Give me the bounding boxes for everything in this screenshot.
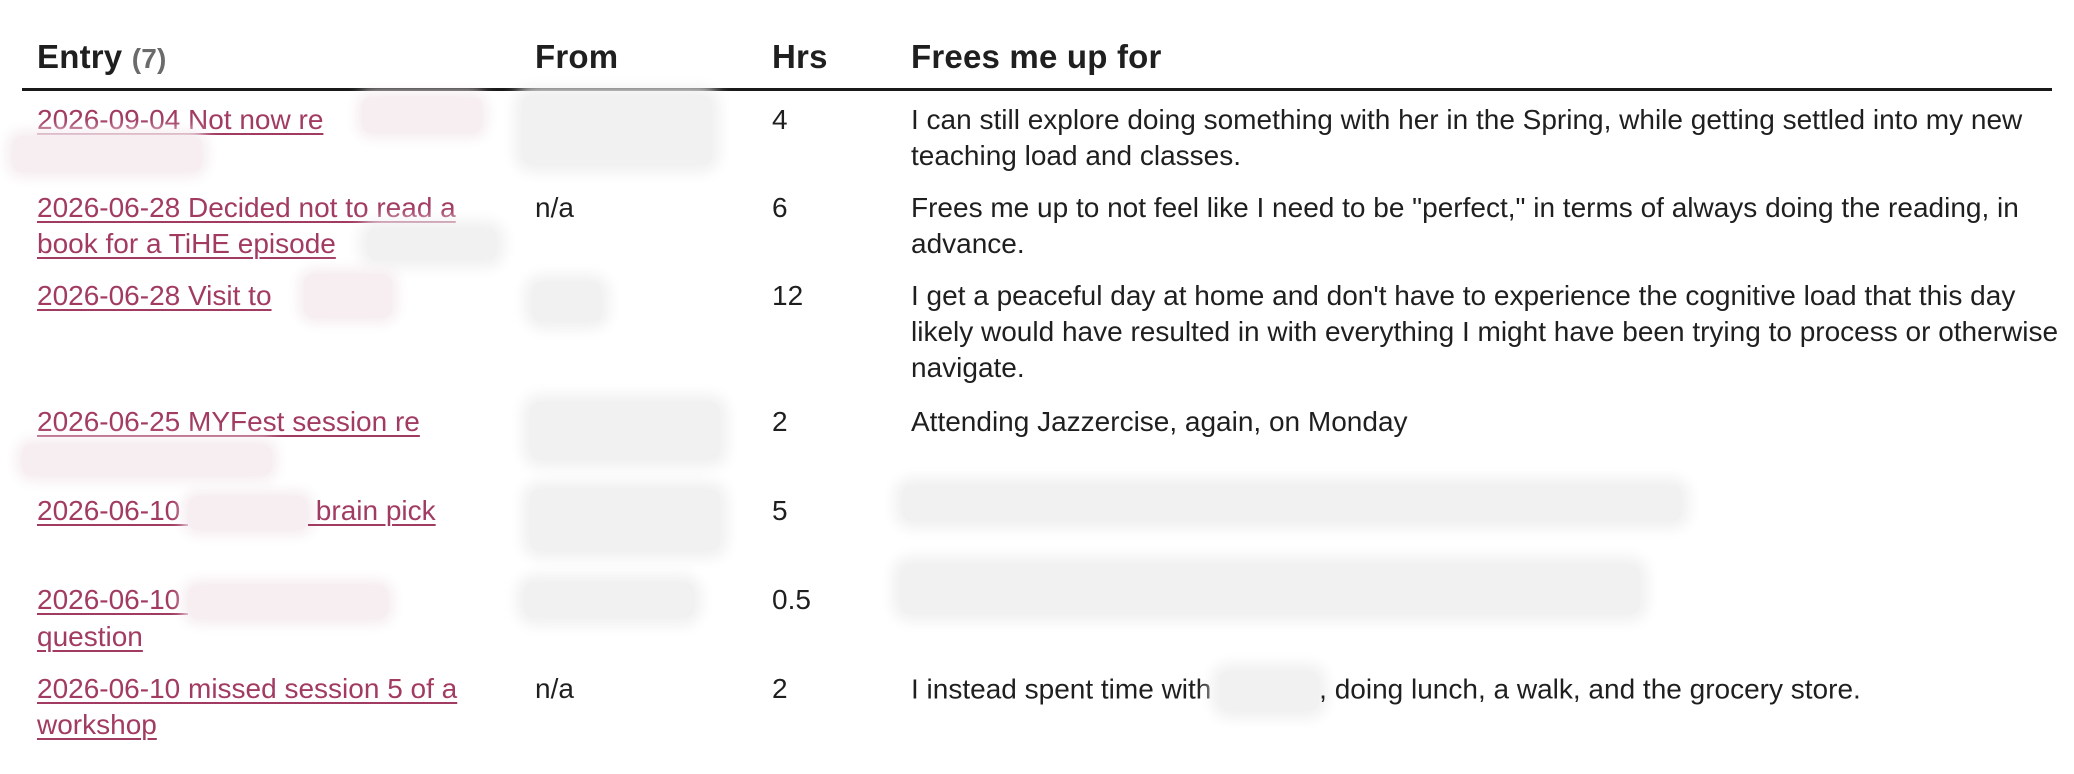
table-header <box>22 0 2052 91</box>
entry-cell <box>37 278 517 314</box>
entry-link[interactable]: 2026-06-10 missed session 5 of a workshop <box>37 673 458 740</box>
table-row <box>22 574 2052 663</box>
hrs-cell: 2 <box>772 406 788 437</box>
hrs-cell: 0.5 <box>772 584 811 615</box>
redacted-text <box>188 496 308 530</box>
redacted-text <box>362 97 482 133</box>
entry-cell <box>37 582 517 655</box>
entry-cell <box>37 404 517 440</box>
entry-link[interactable]: 2026-06-25 MYFest session re <box>37 406 420 437</box>
entry-link[interactable] <box>37 584 388 652</box>
entry-link-prefix: 2026-06-10 <box>37 495 189 526</box>
column-header-entry <box>37 38 167 76</box>
redacted-text <box>22 444 272 476</box>
column-header-hrs: Hrs <box>772 38 828 75</box>
table-row <box>22 396 2052 485</box>
table-row <box>22 91 2052 181</box>
table-row <box>22 181 2052 270</box>
table-row <box>22 663 2052 753</box>
entry-link[interactable] <box>37 495 436 526</box>
redacted-from <box>530 402 720 460</box>
frees-prefix: I instead spent time with <box>911 673 1220 705</box>
frees-suffix: , doing lunch, a walk, and the grocery store. <box>1319 673 1861 705</box>
redacted-text <box>12 136 202 172</box>
table-row <box>22 485 2052 574</box>
entry-cell <box>37 671 517 743</box>
entry-link[interactable]: 2026-06-28 Decided not to read a book for a TiHE episode <box>37 192 456 259</box>
table-row <box>22 270 2059 396</box>
entry-link-suffix: question <box>37 620 143 652</box>
entries-table <box>22 0 2059 753</box>
redacted-text <box>367 228 497 260</box>
redacted-from <box>522 95 712 165</box>
hrs-cell: 12 <box>772 280 804 311</box>
entry-link[interactable]: 2026-06-28 Visit to <box>37 280 272 311</box>
from-cell: n/a <box>535 673 574 704</box>
frees-cell: Frees me up to not feel like I need to be "perfect," in terms of always doing the reading, in advance. <box>911 192 2019 259</box>
redacted-frees <box>902 485 1682 521</box>
entry-link-prefix: 2026-06-10 <box>37 584 189 615</box>
frees-cell: I can still explore doing something with her in the Spring, while getting settled into my new teaching load and classes. <box>911 104 2023 171</box>
entry-cell <box>37 493 517 530</box>
entry-link[interactable]: 2026-09-04 Not now re <box>37 104 324 135</box>
frees-cell <box>911 671 2061 711</box>
hrs-cell: 5 <box>772 495 788 526</box>
column-header-from: From <box>535 38 619 75</box>
hrs-cell: 2 <box>772 673 788 704</box>
column-header-frees: Frees me up for <box>911 38 1162 75</box>
frees-cell: Attending Jazzercise, again, on Monday <box>911 406 1408 437</box>
redacted-text <box>304 274 392 318</box>
from-cell: n/a <box>535 192 574 223</box>
redacted-from <box>532 282 602 322</box>
hrs-cell: 4 <box>772 104 788 135</box>
entry-link-suffix: brain pick <box>308 495 436 526</box>
frees-cell: I get a peaceful day at home and don't have to experience the cognitive load that this day likely would have resulted in with everything I might have been trying to process or otherwise navigate. <box>911 280 2059 383</box>
hrs-cell: 6 <box>772 192 788 223</box>
entry-count: (7) <box>131 43 167 74</box>
redacted-from <box>530 489 720 551</box>
redacted-from <box>524 582 694 618</box>
redacted-text <box>1219 671 1319 711</box>
entry-header-label: Entry <box>37 38 123 75</box>
redacted-text <box>188 585 388 619</box>
redacted-frees <box>900 564 1640 614</box>
